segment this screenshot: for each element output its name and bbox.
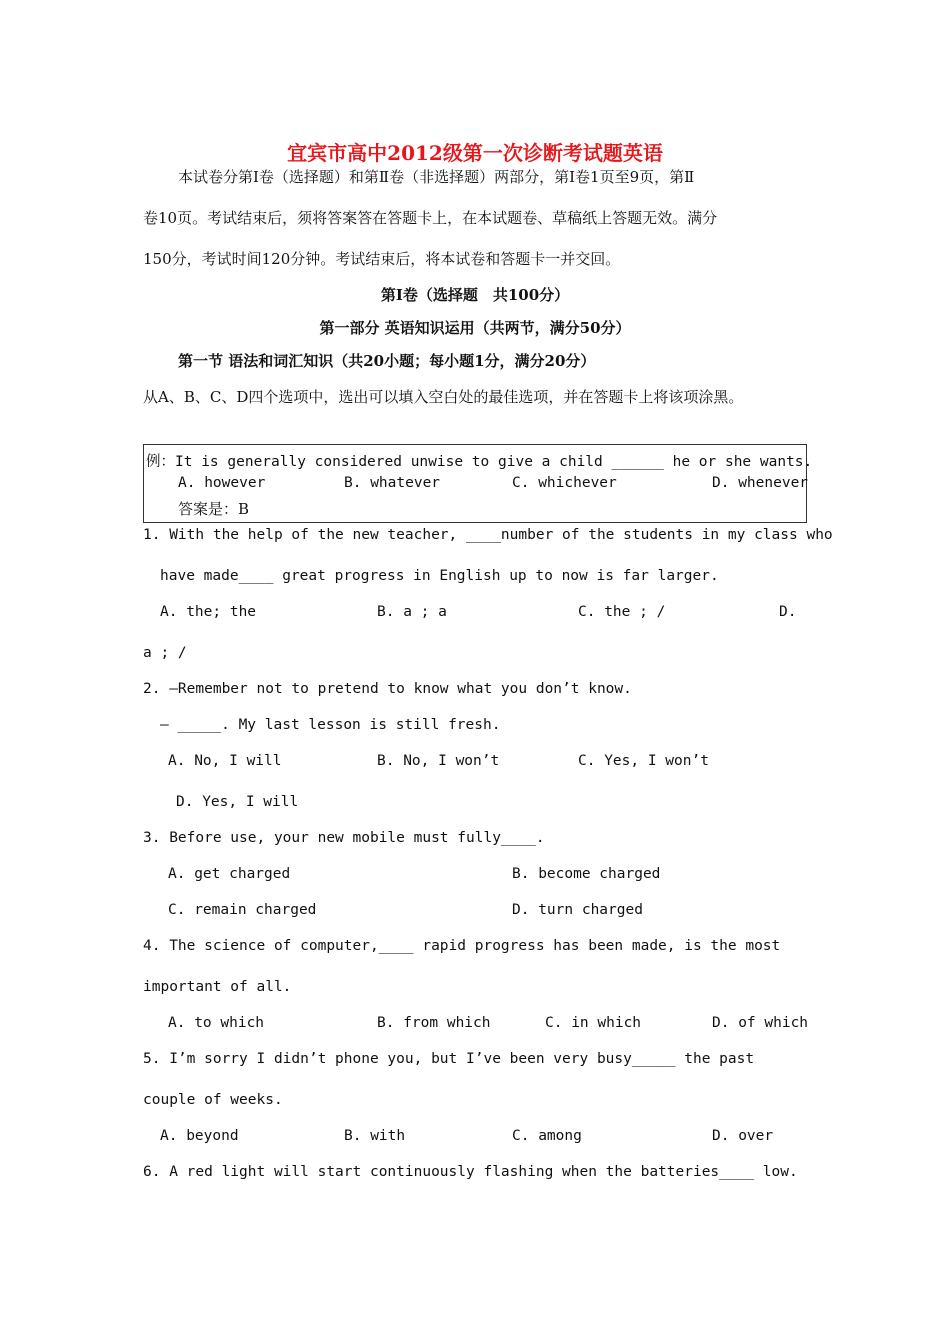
example-option-d: D. whenever [712,475,809,491]
example-option-c: C. whichever [512,475,617,491]
q5-option-b: B. with [344,1128,406,1144]
q1-option-d-text: a ; / [143,645,187,661]
q4-option-d: D. of which [712,1015,809,1031]
q5-option-d: D. over [712,1128,774,1144]
volume-heading: 第Ⅰ卷（选择题 共100分） [380,286,570,304]
q4-option-a: A. to which [168,1015,265,1031]
q4-option-b: B. from which [377,1015,491,1031]
intro-line-1: 本试卷分第Ⅰ卷（选择题）和第Ⅱ卷（非选择题）两部分，第Ⅰ卷1页至9页，第Ⅱ [178,168,695,186]
q2-stem-line-2: — _____. My last lesson is still fresh. [160,717,501,733]
q2-option-a: A. No, I will [168,753,282,769]
q2-stem-line-1: 2. —Remember not to pretend to know what you don’t know. [143,681,632,697]
q2-option-c: C. Yes, I won’t [578,753,709,769]
example-option-a: A. however [178,475,266,491]
example-answer: 答案是：B [178,500,250,518]
q2-option-d: D. Yes, I will [176,794,299,810]
q1-option-a: A. the; the [160,604,257,620]
example-stem: 例：It is generally considered unwise to give a child ______ he or she wants. [146,454,813,470]
q1-option-b: B. a ; a [377,604,447,620]
instruction-text: 从A、B、C、D四个选项中，选出可以填入空白处的最佳选项，并在答题卡上将该项涂黑。 [143,388,744,406]
q1-option-c: C. the ; / [578,604,666,620]
q1-stem-line-1: 1. With the help of the new teacher, ____number of the students in my class who [143,527,833,543]
q1-stem-line-2: have made____ great progress in English up to now is far larger. [160,568,719,584]
q5-option-c: C. among [512,1128,582,1144]
q5-option-a: A. beyond [160,1128,239,1144]
q2-option-b: B. No, I won’t [377,753,500,769]
q3-stem: 3. Before use, your new mobile must fully____. [143,830,545,846]
q4-stem-line-1: 4. The science of computer,____ rapid progress has been made, is the most [143,938,781,954]
q4-option-c: C. in which [545,1015,642,1031]
q5-stem-line-1: 5. I’m sorry I didn’t phone you, but I’ve been very busy_____ the past [143,1051,755,1067]
part-heading: 第一部分 英语知识运用（共两节，满分50分） [319,319,631,337]
q4-stem-line-2: important of all. [143,979,292,995]
intro-line-3: 150分，考试时间120分钟。考试结束后，将本试卷和答题卡一并交回。 [143,250,621,268]
q6-stem: 6. A red light will start continuously flashing when the batteries____ low. [143,1164,798,1180]
q3-option-b: B. become charged [512,866,661,882]
exam-title: 宜宾市高中2012级第一次诊断考试题英语 [287,141,663,165]
q3-option-a: A. get charged [168,866,291,882]
example-option-b: B. whatever [344,475,441,491]
section-heading: 第一节 语法和词汇知识（共20小题；每小题1分，满分20分） [178,352,596,370]
q1-option-d: D. [779,604,797,620]
q3-option-c: C. remain charged [168,902,317,918]
intro-line-2: 卷10页。考试结束后，须将答案答在答题卡上，在本试题卷、草稿纸上答题无效。满分 [143,209,718,227]
q3-option-d: D. turn charged [512,902,643,918]
q5-stem-line-2: couple of weeks. [143,1092,283,1108]
